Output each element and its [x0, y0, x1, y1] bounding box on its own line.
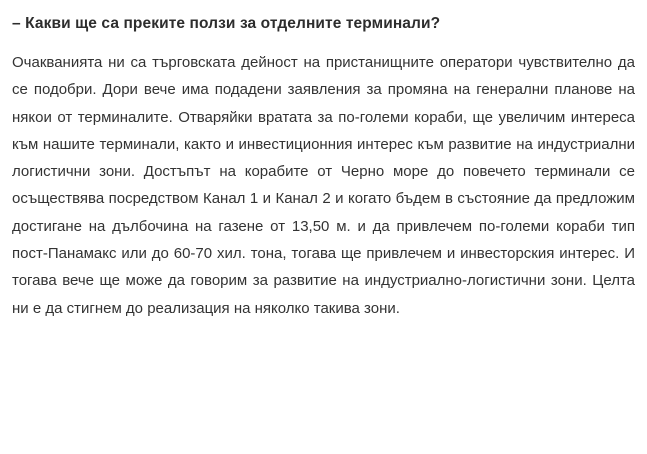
interview-answer-paragraph: Очакванията ни са търговската дейност на пристанищните оператори чувствително да се подобри. Дори вече има подадени заявления за промяна на генерални планове на някои от терминалите. Отваряйки вратата за по-големи кораби, ще увеличим интереса към нашите терминали, както и инвестиционния интерес към развитие на индустриални логистични зони. Достъпът на корабите от Черно море до повечето терминали се осъществява посредством Канал 1 и Канал 2 и когато бъдем в състояние да предложим достигане на дълбочина на газене от 13,50 м. и да привлечем по-големи кораби тип пост-Панамакс или до 60-70 хил. тона, тогава ще привлечем и инвесторския интерес. И тогава вече ще може да говорим за развитие на индустриално-логистични зони. Целта ни е да стигнем до реализация на няколко такива зони. — [12, 53, 635, 317]
interview-question-heading: – Какви ще са преките ползи за отделните терминали? — [12, 15, 441, 32]
